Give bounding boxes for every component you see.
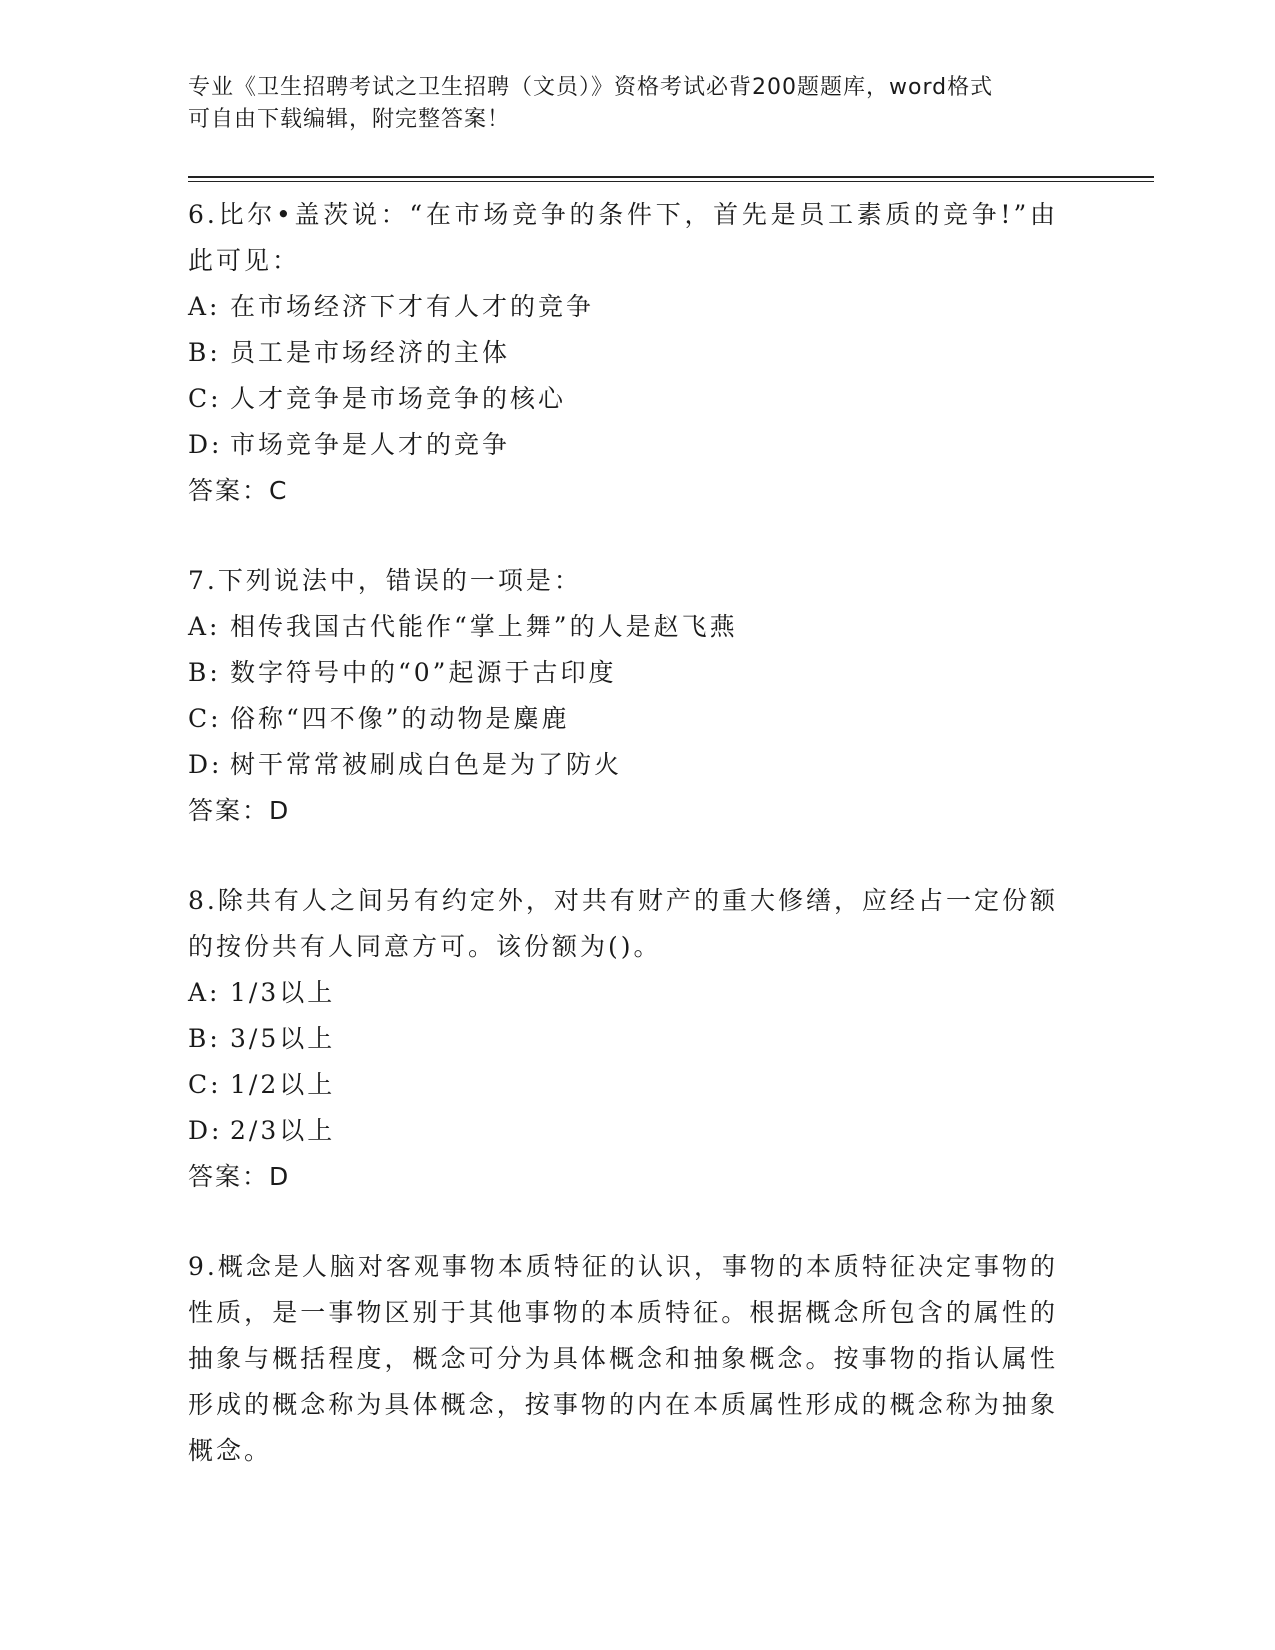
option-c: [188, 376, 1058, 422]
option-c: [188, 1062, 1058, 1108]
header-line-2: 可自由下载编辑，附完整答案！: [188, 107, 511, 132]
option-d: [188, 742, 1058, 788]
option-a: [188, 604, 1058, 650]
option-label: B:: [188, 338, 221, 367]
option-label: D:: [188, 750, 223, 779]
option-label: A:: [188, 292, 221, 321]
question-list: [188, 192, 1058, 1474]
question-text: 6.比尔•盖茨说：“在市场竞争的条件下，首先是员工素质的竞争!”由此可见：: [188, 200, 1058, 275]
option-label: A:: [188, 978, 221, 1007]
option-text: 人才竞争是市场竞争的核心: [230, 384, 567, 413]
option-d: [188, 422, 1058, 468]
question-8: [188, 878, 1058, 1200]
option-text: 员工是市场经济的主体: [230, 338, 511, 367]
option-text: 相传我国古代能作“掌上舞”的人是赵飞燕: [230, 612, 738, 641]
option-text: 2/3以上: [230, 1116, 336, 1145]
option-label: C:: [188, 1070, 222, 1099]
option-label: A:: [188, 612, 221, 641]
header-rule-thin: [188, 181, 1154, 182]
option-label: B:: [188, 658, 221, 687]
option-text: 1/2以上: [230, 1070, 336, 1099]
question-7: [188, 558, 1058, 834]
question-text: 8.除共有人之间另有约定外，对共有财产的重大修缮，应经占一定份额的按份共有人同意方可。该份额为()。: [188, 886, 1058, 961]
option-text: 市场竞争是人才的竞争: [230, 430, 511, 459]
option-b: [188, 650, 1058, 696]
question-text: 7.下列说法中，错误的一项是：: [188, 566, 582, 595]
question-9: [188, 1244, 1058, 1474]
answer-line: 答案：D: [188, 1162, 291, 1191]
option-text: 3/5以上: [230, 1024, 336, 1053]
option-c: [188, 696, 1058, 742]
option-b: [188, 330, 1058, 376]
option-label: C:: [188, 384, 222, 413]
answer-line: 答案：C: [188, 476, 289, 505]
option-a: [188, 970, 1058, 1016]
option-label: C:: [188, 704, 222, 733]
option-text: 俗称“四不像”的动物是麋鹿: [230, 704, 570, 733]
option-text: 在市场经济下才有人才的竞争: [230, 292, 595, 321]
option-a: [188, 284, 1058, 330]
question-text: 9.概念是人脑对客观事物本质特征的认识，事物的本质特征决定事物的性质，是一事物区别于其他事物的本质特征。根据概念所包含的属性的抽象与概括程度，概念可分为具体概念和抽象概念。按事物的指认属性形成的概念称为具体概念，按事物的内在本质属性形成的概念称为抽象概念。: [188, 1252, 1058, 1465]
question-6: [188, 192, 1058, 514]
option-text: 数字符号中的“0”起源于古印度: [230, 658, 617, 687]
option-label: B:: [188, 1024, 221, 1053]
option-text: 树干常常被刷成白色是为了防火: [230, 750, 623, 779]
header-line-1: 专业《卫生招聘考试之卫生招聘（文员）》资格考试必背200题题库，word格式: [188, 75, 994, 100]
header-rule-thick: [188, 176, 1154, 178]
page-header: [188, 72, 1088, 136]
option-b: [188, 1016, 1058, 1062]
option-d: [188, 1108, 1058, 1154]
option-label: D:: [188, 1116, 223, 1145]
option-label: D:: [188, 430, 223, 459]
answer-line: 答案：D: [188, 796, 291, 825]
option-text: 1/3以上: [230, 978, 336, 1007]
